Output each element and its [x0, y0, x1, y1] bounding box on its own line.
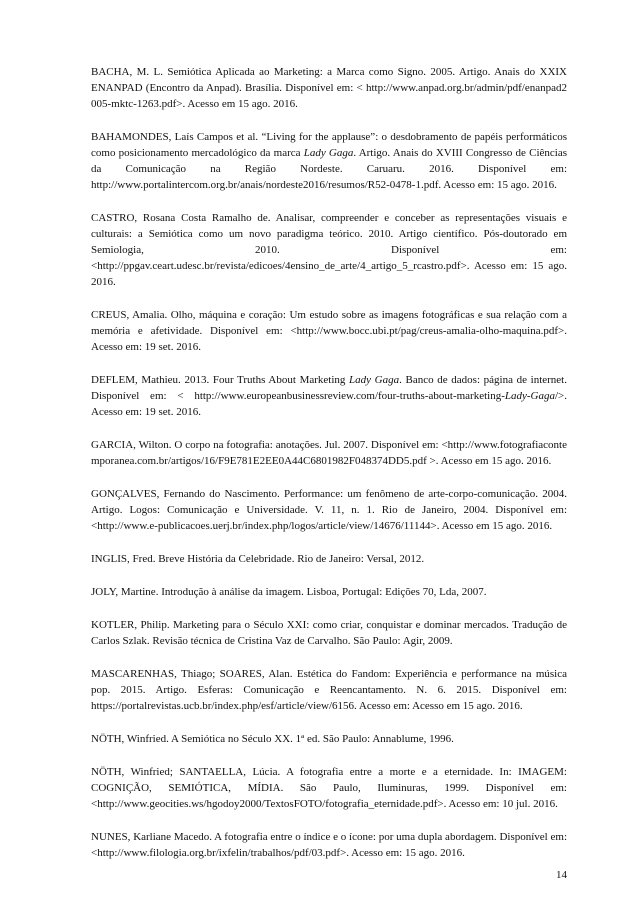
reference-entry: GARCIA, Wilton. O corpo na fotografia: anotações. Jul. 2007. Disponível em: <http://www.fotografiacontemporanea.com.br/artigos/16/F9E781E2EE0A44C6801982F048374DD5.pdf >. Acesso em 15 ago. 2016.: [91, 439, 567, 467]
reference-entry: GONÇALVES, Fernando do Nascimento. Performance: um fenômeno de arte-corpo-comunicação. 2004. Artigo. Logos: Comunicação e Universidade. V. 11, n. 1. Rio de Janeiro, 2004. Disponível em: <http://www.e-publicacoes.uerj.br/index.php/logos/article/view/14676/11144>. Acesso em 15 ago. 2016.: [91, 488, 567, 532]
reference-entry: BAHAMONDES, Laís Campos et al. “Living for the applause”: o desdobramento de papéis performáticos como posicionamento mercadológico da marca Lady Gaga. Artigo. Anais do XVIII Congresso de Ciências da Comunicação na Região Nordeste. Caruaru. 2016. Disponível em: http://www.portalintercom.org.br/anais/nordeste2016/resumos/R52-0478-1.pdf. Acesso em: 15 ago. 2016.: [91, 131, 568, 191]
reference-entry: DEFLEM, Mathieu. 2013. Four Truths About Marketing Lady Gaga. Banco de dados: página de internet. Disponível em: < http://www.europeanbusinessreview.com/four-truths-about-marketing-Lady-Gaga/>. Acesso em: 19 set. 2016.: [91, 374, 567, 418]
reference-entry: NÖTH, Winfried; SANTAELLA, Lúcia. A fotografia entre a morte e a eternidade. In: IMAGEM: COGNIÇÃO, SEMIÓTICA, MÍDIA. São Paulo, Iluminuras, 1999. Disponível em: <http://www.geocities.ws/hgodoy2000/TextosFOTO/fotografia_eternidade.pdf>. Acesso em: 10 jul. 2016.: [91, 766, 567, 810]
reference-entry: KOTLER, Philip. Marketing para o Século XXI: como criar, conquistar e dominar mercados. Tradução de Carlos Szlak. Revisão técnica de Cristina Vaz de Carvalho. São Paulo: Agir, 2009.: [91, 619, 567, 647]
reference-entry: JOLY, Martine. Introdução à análise da imagem. Lisboa, Portugal: Edições 70, Lda, 2007.: [91, 586, 487, 598]
reference-entry: CREUS, Amalia. Olho, máquina e coração: Um estudo sobre as imagens fotográficas e sua relação com a memória e afetividade. Disponível em: <http://www.bocc.ubi.pt/pag/creus-amalia-olho-maquina.pdf>. Acesso em: 19 set. 2016.: [91, 309, 567, 353]
reference-entry: NÖTH, Winfried. A Semiótica no Século XX. 1ª ed. São Paulo: Annablume, 1996.: [91, 733, 454, 745]
italic-title: Lady Gaga: [303, 147, 354, 159]
reference-entry: CASTRO, Rosana Costa Ramalho de. Analisar, compreender e conceber as representações visuais e culturais: a Semiótica como um novo paradigma teórico. 2010. Artigo científico. Pós-doutorado em Semiologia, 2010. Disponível em: <http://ppgav.ceart.udesc.br/revista/edicoes/4ensino_de_arte/4_artigo_5_rcastro.pdf>. Acesso em: 15 ago. 2016.: [91, 212, 567, 288]
references-list: [91, 64, 567, 878]
reference-entry: MASCARENHAS, Thiago; SOARES, Alan. Estética do Fandom: Experiência e performance na música pop. 2015. Artigo. Esferas: Comunicação e Reencantamento. N. 6. 2015. Disponível em: https://portalrevistas.ucb.br/index.php/esf/article/view/6156. Acesso em: Acesso em 15 ago. 2016.: [91, 668, 567, 712]
page-number: 14: [556, 869, 567, 881]
reference-entry: NUNES, Karliane Macedo. A fotografia entre o índice e o ícone: por uma dupla abordagem. Disponível em: <http://www.filologia.org.br/ixfelin/trabalhos/pdf/03.pdf>. Acesso em: 15 ago. 2016.: [91, 831, 567, 859]
reference-entry: BACHA, M. L. Semiótica Aplicada ao Marketing: a Marca como Signo. 2005. Artigo. Anais do XXIX ENANPAD (Encontro da Anpad). Brasília. Disponível em: < http://www.anpad.org.br/admin/pdf/enanpad2005-mktc-1263.pdf>. Acesso em 15 ago. 2016.: [91, 66, 567, 110]
italic-title: Lady Gaga: [349, 374, 400, 386]
reference-entry: INGLIS, Fred. Breve História da Celebridade. Rio de Janeiro: Versal, 2012.: [91, 553, 425, 565]
italic-title: Lady-Gaga: [504, 390, 555, 402]
